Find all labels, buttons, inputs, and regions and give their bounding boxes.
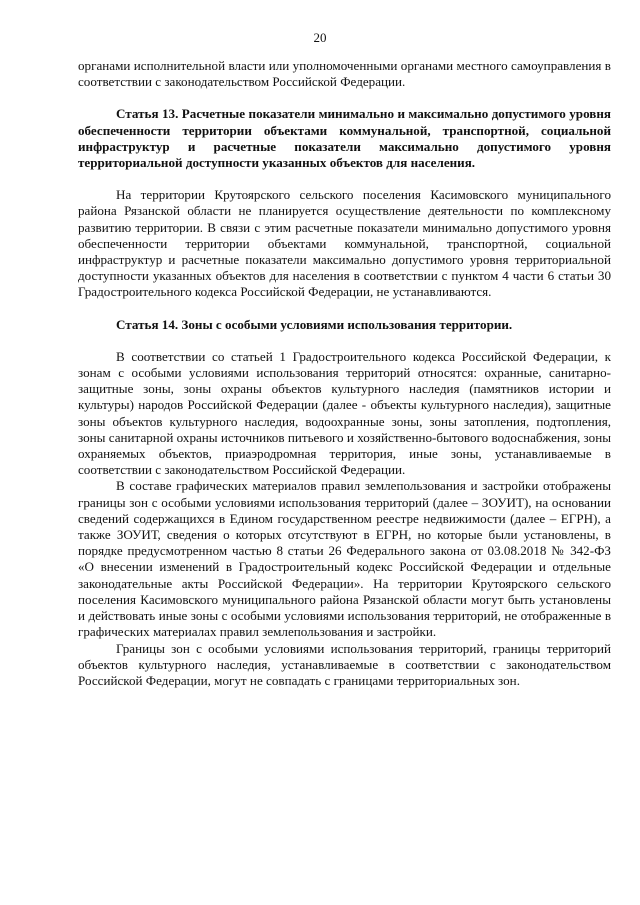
article-14-heading: Статья 14. Зоны с особыми условиями использования территории. [116,316,513,332]
article-14-paragraph-2: В составе графических материалов правил землепользования и застройки отображены границы зон с особыми условиями использования территорий (далее – ЗОУИТ), на основании сведений содержащихся в Едином государственном реестре недвижимости (далее – ЕГРН), а также ЗОУИТ, сведения о которых отсутствуют в ЕГРН, но которые были установлены, в порядке предусмотренном частью 8 статьи 26 Федерального закона от 03.08.2018 № 342-ФЗ «О внесении изменений в Градостроительный кодекс Российской Федерации и отдельные законодательные акты Российской Федерации». На территории Крутоярского сельского поселения Касимовского муниципального района Рязанской области могут быть установлены и действовать иные зоны с особыми условиями использования территорий, не отображенные в графических материалах правил землепользования и застройки. [78,478,611,640]
article-14-paragraph-3: Границы зон с особыми условиями использования территорий, границы территорий объектов культурного наследия, устанавливаемые в соответствии с законодательством Российской Федерации, могут не совпадать с границами территориальных зон. [78,640,611,688]
article-13-heading: Статья 13. Расчетные показатели минимально и максимально допустимого уровня обеспеченности территории объектами коммунальной, транспортной, социальной инфраструктур и расчетные показатели максимально допустимого уровня территориальной доступности указанных объектов для населения. [78,106,611,171]
article-14-paragraph-1: В соответствии со статьей 1 Градостроительного кодекса Российской Федерации, к зонам с особыми условиями использования территорий относятся: охранные, санитарно-защитные зоны, зоны охраны объектов культурного наследия (памятников истории и культуры) народов Российской Федерации (далее - объекты культурного наследия), защитные зоны объектов культурного наследия, водоохранные зоны, зоны затопления, подтопления, зоны санитарной охраны источников питьевого и хозяйственно-бытового водоснабжения, зоны охраняемых объектов, приаэродромная территория, иные зоны, устанавливаемые в соответствии с законодательством Российской Федерации. [78,348,611,478]
paragraph-continuation: органами исполнительной власти или уполномоченными органами местного самоуправления в соответствии с законодательством Российской Федерации. [78,58,611,90]
article-13-paragraph: На территории Крутоярского сельского поселения Касимовского муниципального района Рязанской области не планируется осуществление деятельности по комплексному развитию территории. В связи с этим расчетные показатели минимально допустимого уровня обеспеченности территории объектами коммунальной, транспортной, социальной инфраструктур и расчетные показатели максимально допустимого уровня территориальной доступности указанных объектов для населения в соответствии с пунктом 4 части 6 статьи 30 Градостроительного кодекса Российской Федерации, не устанавливаются. [78,187,611,300]
page-number: 20 [313,30,327,45]
document-body [78,58,611,689]
